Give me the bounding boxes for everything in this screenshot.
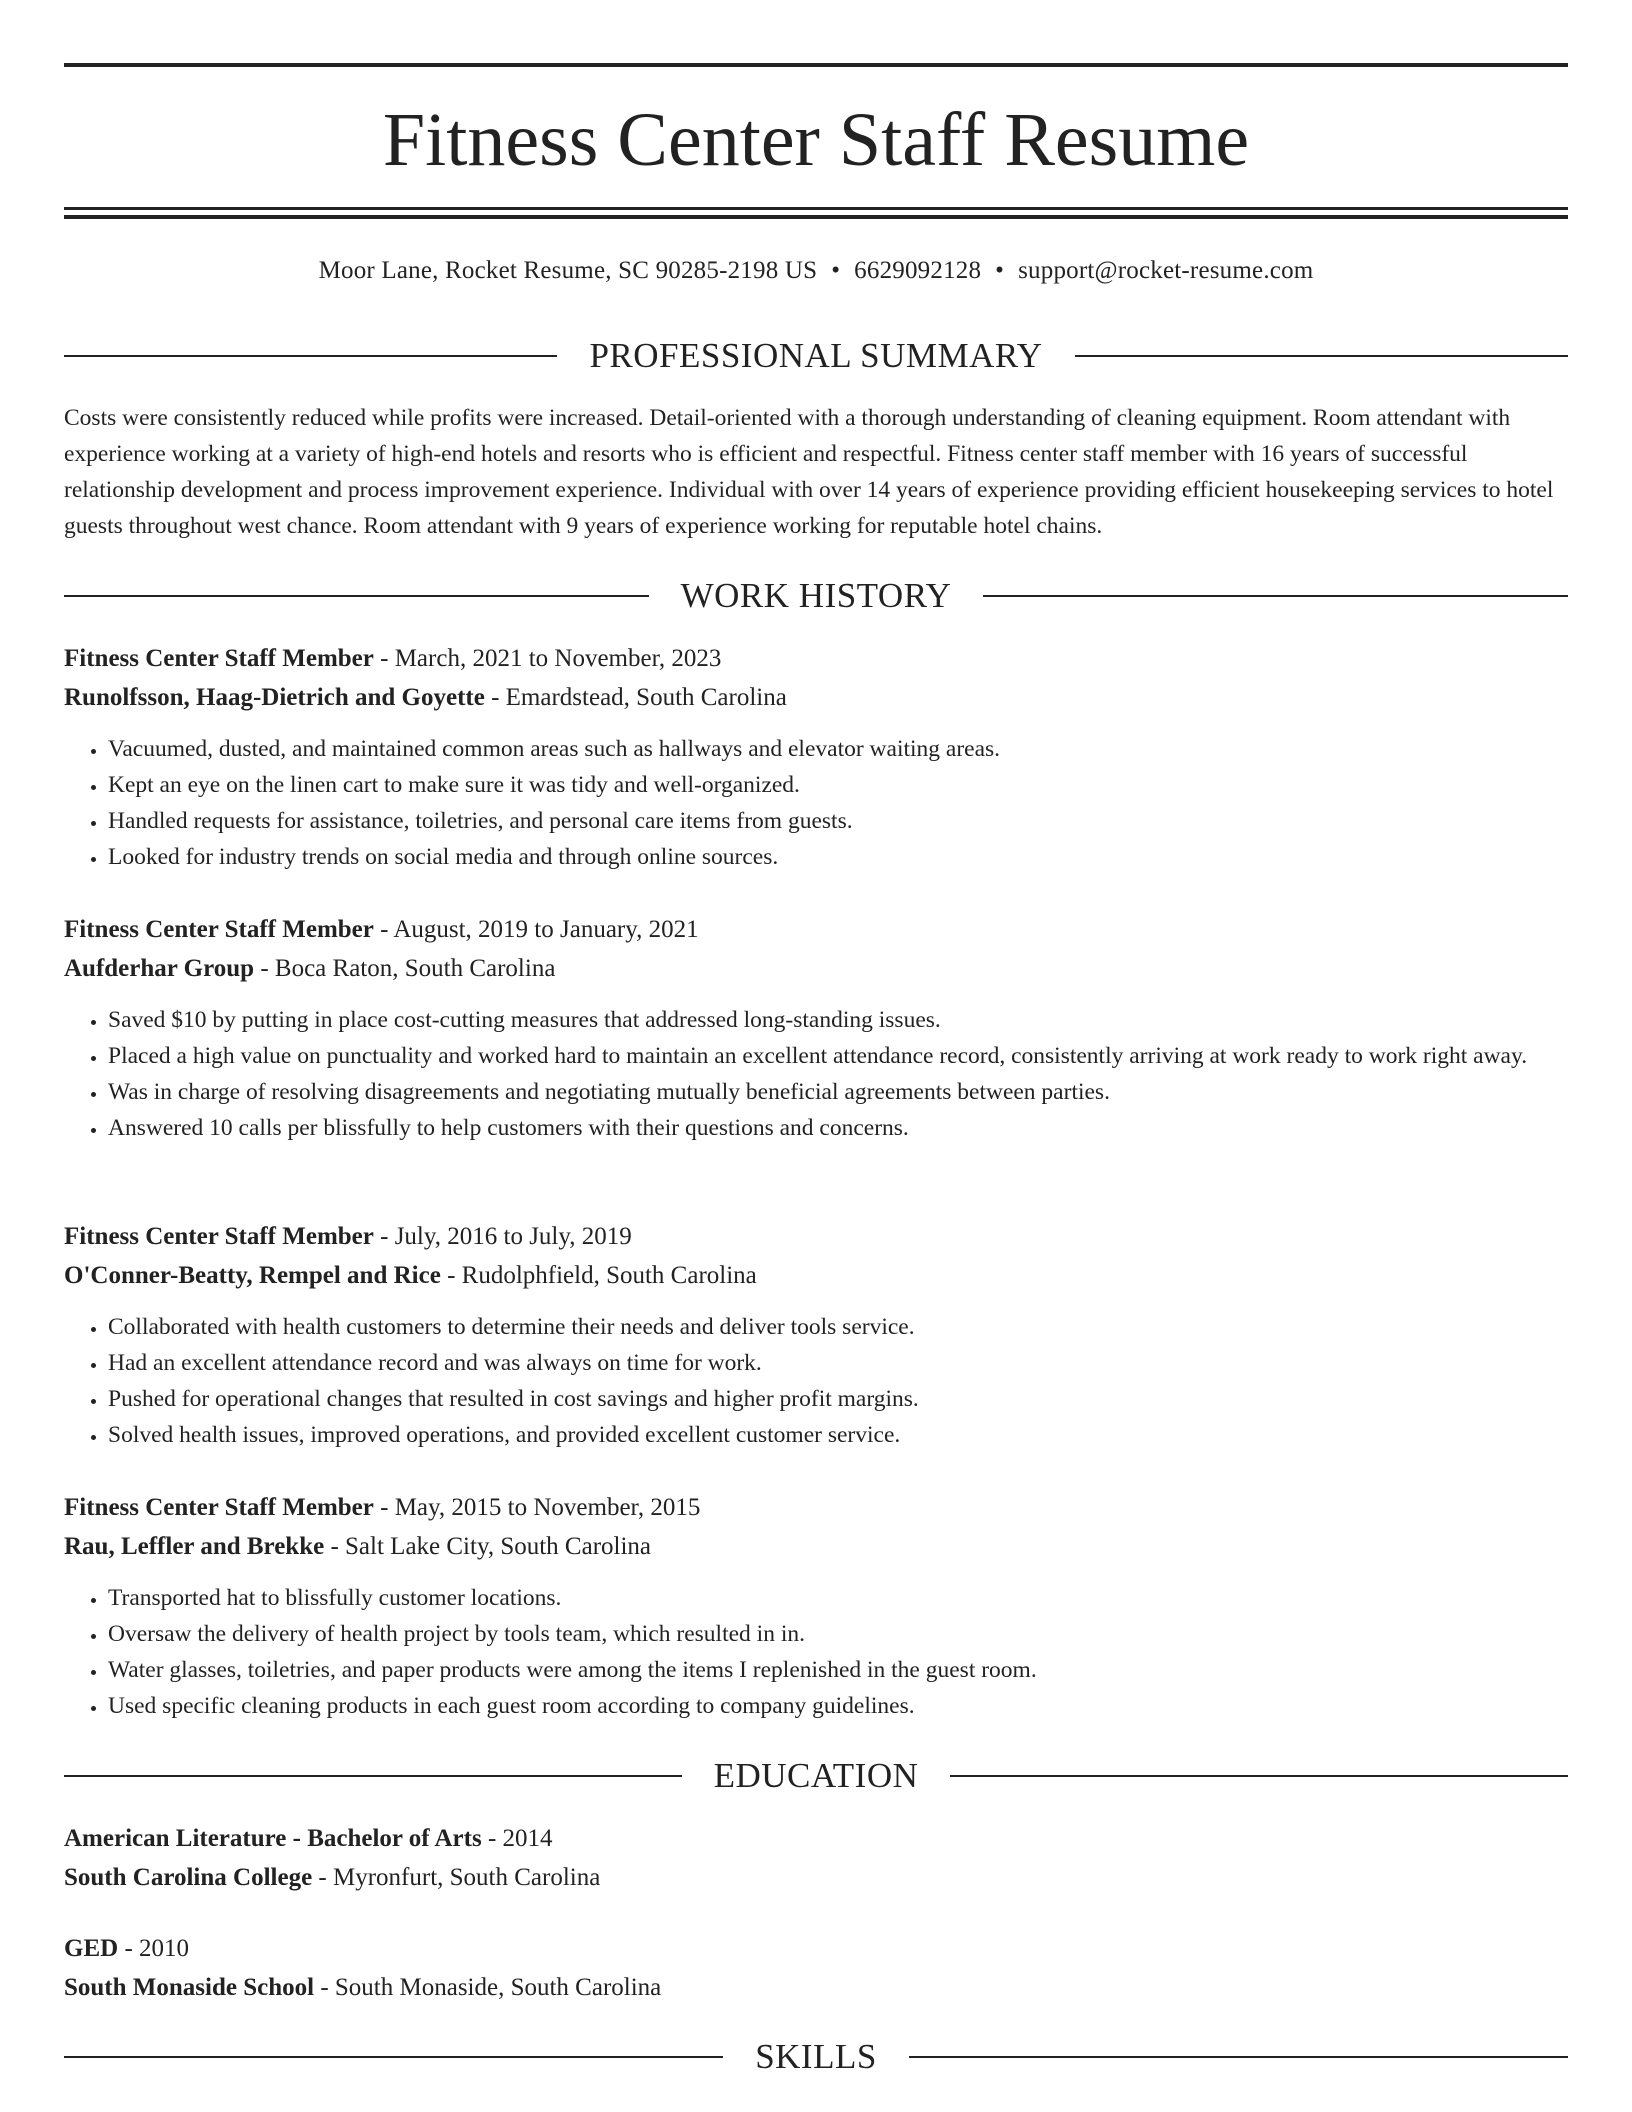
job-title: Fitness Center Staff Member bbox=[64, 1494, 374, 1521]
degree-year: - 2014 bbox=[481, 1825, 553, 1852]
list-item: • Vacuumed, dusted, and maintained common areas such as hallways and elevator waiting areas. bbox=[108, 731, 1568, 767]
contact-address: Moor Lane, Rocket Resume, SC 90285-2198 US bbox=[318, 257, 818, 284]
job-company-line bbox=[64, 679, 1568, 717]
section-label: SKILLS bbox=[755, 2037, 877, 2076]
job-location: - Emardstead, South Carolina bbox=[484, 684, 787, 711]
school-location: - Myronfurt, South Carolina bbox=[312, 1864, 601, 1891]
heading-rule-left bbox=[64, 595, 649, 597]
list-item: • Used specific cleaning products in each guest room according to company guidelines. bbox=[108, 1688, 1568, 1724]
degree-line bbox=[64, 1930, 1568, 1968]
job-dates: - May, 2015 to November, 2015 bbox=[373, 1494, 701, 1521]
heading-rule-right bbox=[909, 2056, 1568, 2058]
job-dates: - July, 2016 to July, 2019 bbox=[373, 1223, 632, 1250]
job-company: Runolfsson, Haag-Dietrich and Goyette bbox=[64, 684, 485, 711]
job-title-line bbox=[64, 1489, 1568, 1527]
list-item: • Answered 10 calls per blissfully to help customers with their questions and concerns. bbox=[108, 1110, 1568, 1146]
job-location: - Boca Raton, South Carolina bbox=[254, 955, 556, 982]
job-location: - Rudolphfield, South Carolina bbox=[440, 1262, 757, 1289]
job-title: Fitness Center Staff Member bbox=[64, 916, 374, 943]
job-title: Fitness Center Staff Member bbox=[64, 1223, 374, 1250]
job-bullets bbox=[64, 1002, 1568, 1146]
section-heading-summary bbox=[64, 334, 1568, 378]
heading-rule-right bbox=[1075, 355, 1568, 357]
list-item: • Water glasses, toiletries, and paper products were among the items I replenished in the guest room. bbox=[108, 1652, 1568, 1688]
contact-email: support@rocket-resume.com bbox=[1018, 257, 1314, 284]
section-label: WORK HISTORY bbox=[680, 576, 952, 615]
job-title-line bbox=[64, 1218, 1568, 1256]
school: South Monaside School bbox=[64, 1974, 315, 2001]
degree: American Literature - Bachelor of Arts bbox=[64, 1825, 482, 1852]
contact-separator: • bbox=[831, 257, 841, 284]
degree-year: - 2010 bbox=[118, 1935, 190, 1962]
section-heading-education bbox=[64, 1754, 1568, 1798]
school: South Carolina College bbox=[64, 1864, 313, 1891]
top-rule bbox=[64, 63, 1568, 67]
list-item: • Had an excellent attendance record and was always on time for work. bbox=[108, 1345, 1568, 1381]
list-item: • Saved $10 by putting in place cost-cutting measures that addressed long-standing issues. bbox=[108, 1002, 1568, 1038]
heading-rule-left bbox=[64, 2056, 723, 2058]
job-title: Fitness Center Staff Member bbox=[64, 645, 374, 672]
list-item: • Kept an eye on the linen cart to make sure it was tidy and well-organized. bbox=[108, 767, 1568, 803]
school-location: - South Monaside, South Carolina bbox=[314, 1974, 662, 2001]
job-company-line bbox=[64, 1257, 1568, 1295]
section-label: EDUCATION bbox=[713, 1756, 919, 1795]
job-bullets bbox=[64, 1580, 1568, 1724]
job-bullets bbox=[64, 731, 1568, 875]
education-entry bbox=[64, 1930, 1568, 2007]
section-heading-work-history bbox=[64, 574, 1568, 618]
job-title-line bbox=[64, 640, 1568, 678]
job-company: Rau, Leffler and Brekke bbox=[64, 1533, 325, 1560]
title-rule-lower bbox=[64, 215, 1568, 219]
job-bullets bbox=[64, 1309, 1568, 1453]
section-label: PROFESSIONAL SUMMARY bbox=[589, 336, 1043, 375]
list-item: • Transported hat to blissfully customer locations. bbox=[108, 1580, 1568, 1616]
degree: GED bbox=[64, 1935, 119, 1962]
job-company-line bbox=[64, 1528, 1568, 1566]
summary-text: Costs were consistently reduced while profits were increased. Detail-oriented with a thorough understanding of cleaning equipment. Room attendant with experience working at a variety of high-end hotels and resorts who is efficient and respectful. Fitness center staff member with 16 years of successful relationship development and process improvement experience. Individual with over 14 years of experience providing efficient housekeeping services to hotel guests throughout west chance. Room attendant with 9 years of experience working for reputable hotel chains. bbox=[64, 405, 1554, 539]
title-rule-upper bbox=[64, 207, 1568, 210]
job-entry bbox=[64, 1218, 1568, 1453]
school-line bbox=[64, 1859, 1568, 1897]
list-item: • Looked for industry trends on social media and through online sources. bbox=[108, 839, 1568, 875]
list-item: • Pushed for operational changes that resulted in cost savings and higher profit margins. bbox=[108, 1381, 1568, 1417]
job-entry bbox=[64, 911, 1568, 1146]
job-location: - Salt Lake City, South Carolina bbox=[324, 1533, 652, 1560]
job-entry bbox=[64, 640, 1568, 875]
list-item: • Oversaw the delivery of health project by tools team, which resulted in in. bbox=[108, 1616, 1568, 1652]
education-entry bbox=[64, 1820, 1568, 1897]
list-item: • Was in charge of resolving disagreements and negotiating mutually beneficial agreements between parties. bbox=[108, 1074, 1568, 1110]
list-item: • Placed a high value on punctuality and worked hard to maintain an excellent attendance record, consistently arriving at work ready to work right away. bbox=[108, 1038, 1568, 1074]
job-company: O'Conner-Beatty, Rempel and Rice bbox=[64, 1262, 441, 1289]
job-company: Aufderhar Group bbox=[64, 955, 255, 982]
section-heading-skills bbox=[64, 2035, 1568, 2079]
list-item: • Handled requests for assistance, toiletries, and personal care items from guests. bbox=[108, 803, 1568, 839]
contact-separator: • bbox=[995, 257, 1005, 284]
job-dates: - March, 2021 to November, 2023 bbox=[373, 645, 722, 672]
school-line bbox=[64, 1969, 1568, 2007]
heading-rule-left bbox=[64, 355, 557, 357]
heading-rule-right bbox=[983, 595, 1568, 597]
heading-rule-left bbox=[64, 1775, 682, 1777]
contact-line bbox=[64, 254, 1568, 288]
contact-phone: 6629092128 bbox=[854, 257, 982, 284]
job-title-line bbox=[64, 911, 1568, 949]
list-item: • Collaborated with health customers to determine their needs and deliver tools service. bbox=[108, 1309, 1568, 1345]
job-company-line bbox=[64, 950, 1568, 988]
heading-rule-right bbox=[950, 1775, 1568, 1777]
job-entry bbox=[64, 1489, 1568, 1724]
job-dates: - August, 2019 to January, 2021 bbox=[373, 916, 699, 943]
degree-line bbox=[64, 1820, 1568, 1858]
page-title: Fitness Center Staff Resume bbox=[382, 98, 1250, 182]
list-item: • Solved health issues, improved operations, and provided excellent customer service. bbox=[108, 1417, 1568, 1453]
